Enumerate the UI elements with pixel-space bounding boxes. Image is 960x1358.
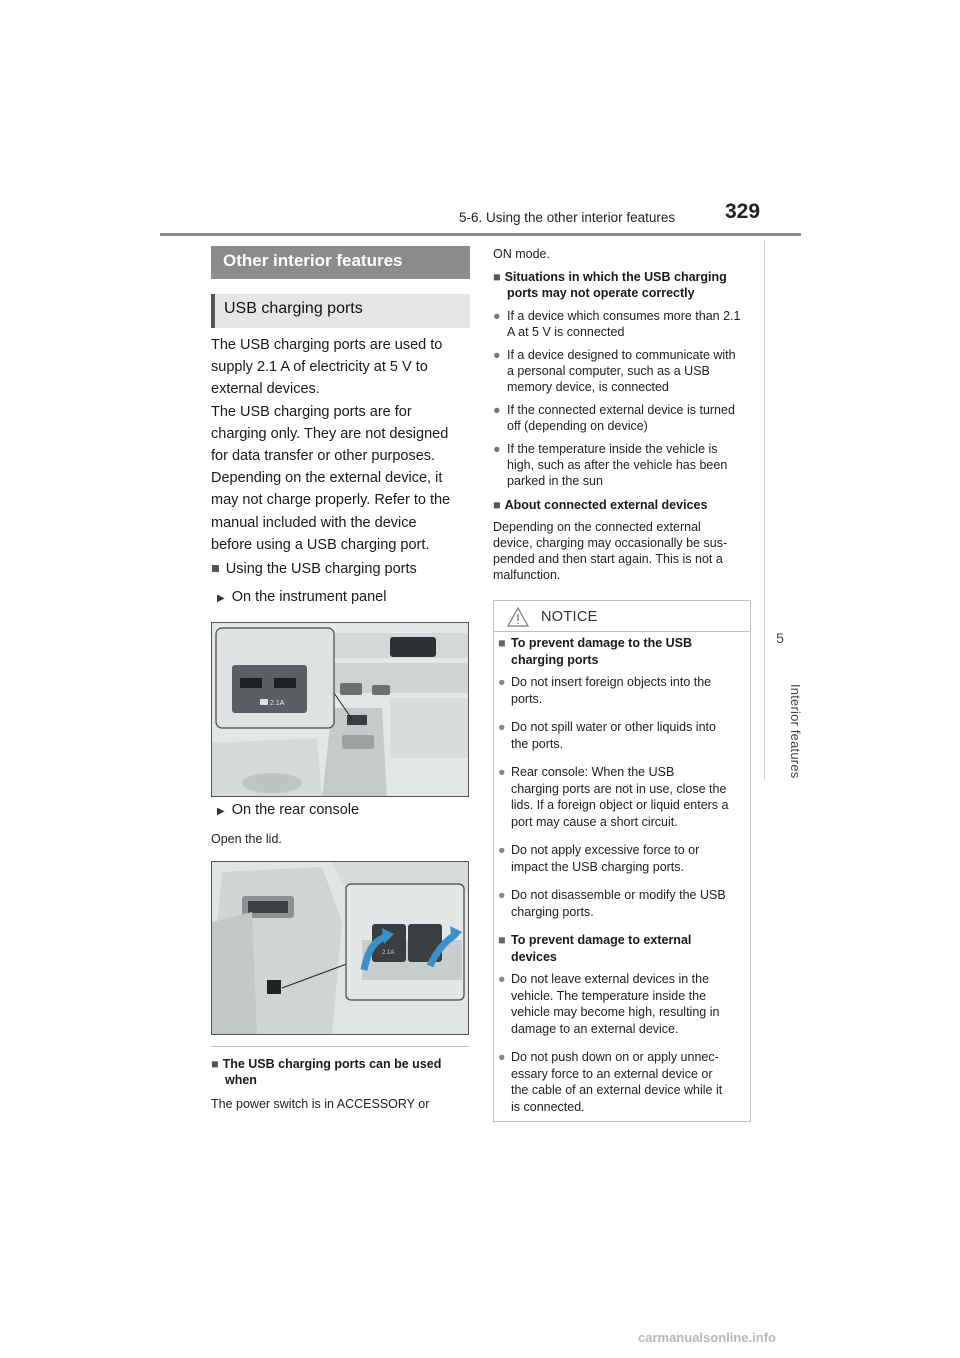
chapter-number: 5 <box>776 630 784 646</box>
panel-heading: ▶ On the instrument panel <box>217 589 387 605</box>
circle-bullet-icon: ● <box>498 765 506 779</box>
intro-line: The USB charging ports are used to <box>211 337 443 353</box>
notice-title: NOTICE <box>541 609 598 625</box>
intro-line: for data transfer or other purposes. <box>211 448 436 465</box>
warning-triangle-icon <box>506 606 530 628</box>
intro-line: external devices. <box>211 381 320 398</box>
notice-item: ● Rear console: When the USB charging ports are not in use, close the lids. If a foreign object or liquid enters a port may cause a short circuit. <box>498 765 729 829</box>
using-heading: ■ Using the USB charging ports <box>211 561 417 577</box>
notice-heading: ■ To prevent damage to external devices <box>498 933 692 964</box>
about-paragraph: Depending on the connected external device, charging may occasionally be sus- pended and then start again. This is not a malfunction. <box>493 520 728 582</box>
watermark: carmanualsonline.info <box>638 1330 776 1345</box>
situation-item: ● If a device which consumes more than 2.1 A at 5 V is connected <box>493 309 741 339</box>
notice-item: ● Do not insert foreign objects into the ports. <box>498 675 712 706</box>
circle-bullet-icon: ● <box>493 309 501 323</box>
notice-header <box>494 601 750 632</box>
notice-heading: ■ To prevent damage to the USB charging ports <box>498 636 693 667</box>
intro-line: charging only. They are not designed <box>211 425 449 442</box>
continued-text: ON mode. <box>493 247 550 261</box>
notice-item: ● Do not disassemble or modify the USB charging ports. <box>498 888 726 919</box>
intro-line: manual included with the device <box>211 514 417 531</box>
circle-bullet-icon: ● <box>493 348 501 362</box>
rear-heading: ▶ On the rear console <box>217 802 360 818</box>
port-label: 2.1A <box>270 700 285 707</box>
open-lid-text: Open the lid. <box>211 832 282 846</box>
square-bullet-icon: ■ <box>211 1057 219 1071</box>
square-bullet-icon: ■ <box>211 561 220 577</box>
intro-line: Depending on the external device, it <box>211 470 443 487</box>
square-bullet-icon: ■ <box>498 933 506 947</box>
page-number: 329 <box>725 200 761 223</box>
circle-bullet-icon: ● <box>498 888 506 902</box>
circle-bullet-icon: ● <box>498 843 506 857</box>
situation-item: ● If the temperature inside the vehicle is high, such as after the vehicle has been parked in the sun <box>493 442 728 488</box>
intro-paragraph <box>211 334 473 556</box>
rear-console-figure <box>211 861 469 1035</box>
notice-box <box>493 600 751 1122</box>
circle-bullet-icon: ● <box>498 972 506 986</box>
side-divider <box>764 240 765 780</box>
square-bullet-icon: ■ <box>493 270 501 284</box>
intro-line: before using a USB charging port. <box>211 536 430 553</box>
rear-console-illustration <box>212 862 469 1035</box>
instrument-panel-figure <box>211 622 469 797</box>
when-heading: ■ The USB charging ports can be used when <box>211 1057 442 1087</box>
circle-bullet-icon: ● <box>493 403 501 417</box>
chapter-label: Interior features <box>788 684 803 779</box>
circle-bullet-icon: ● <box>493 442 501 456</box>
intro-line: may not charge properly. Refer to the <box>211 492 451 509</box>
notice-item: ● Do not leave external devices in the vehicle. The temperature inside the vehicle may become high, resulting in damage to an external device. <box>498 972 720 1036</box>
circle-bullet-icon: ● <box>498 675 506 689</box>
circle-bullet-icon: ● <box>498 1050 506 1064</box>
note-divider <box>211 1046 469 1047</box>
notice-item: ● Do not spill water or other liquids into the ports. <box>498 720 716 751</box>
notice-item: ● Do not push down on or apply unnec- essary force to an external device or the cable of an external device while it is connected. <box>498 1050 723 1114</box>
section-header: 5-6. Using the other interior features <box>459 210 676 225</box>
circle-bullet-icon: ● <box>498 720 506 734</box>
when-text: The power switch is in ACCESSORY or <box>211 1097 430 1111</box>
intro-line: The USB charging ports are for <box>211 403 412 420</box>
header-divider <box>160 233 801 236</box>
page-title: Other interior features <box>211 246 470 279</box>
situation-item: ● If the connected external device is turned off (depending on device) <box>493 403 735 433</box>
notice-item: ● Do not apply excessive force to or impact the USB charging ports. <box>498 843 700 874</box>
situation-item: ● If a device designed to communicate with a personal computer, such as a USB memory device, is connected <box>493 348 736 394</box>
section-subtitle: USB charging ports <box>211 294 470 328</box>
intro-line: supply 2.1 A of electricity at 5 V to <box>211 359 428 376</box>
square-bullet-icon: ■ <box>493 498 501 512</box>
triangle-bullet-icon: ▶ <box>217 806 225 817</box>
situations-heading: ■ Situations in which the USB charging ports may not operate correctly <box>493 270 727 300</box>
triangle-bullet-icon: ▶ <box>217 593 225 604</box>
square-bullet-icon: ■ <box>498 636 506 650</box>
about-heading: ■ About connected external devices <box>493 498 708 512</box>
port-label: 2.1A <box>382 950 395 956</box>
instrument-panel-illustration <box>212 623 469 797</box>
